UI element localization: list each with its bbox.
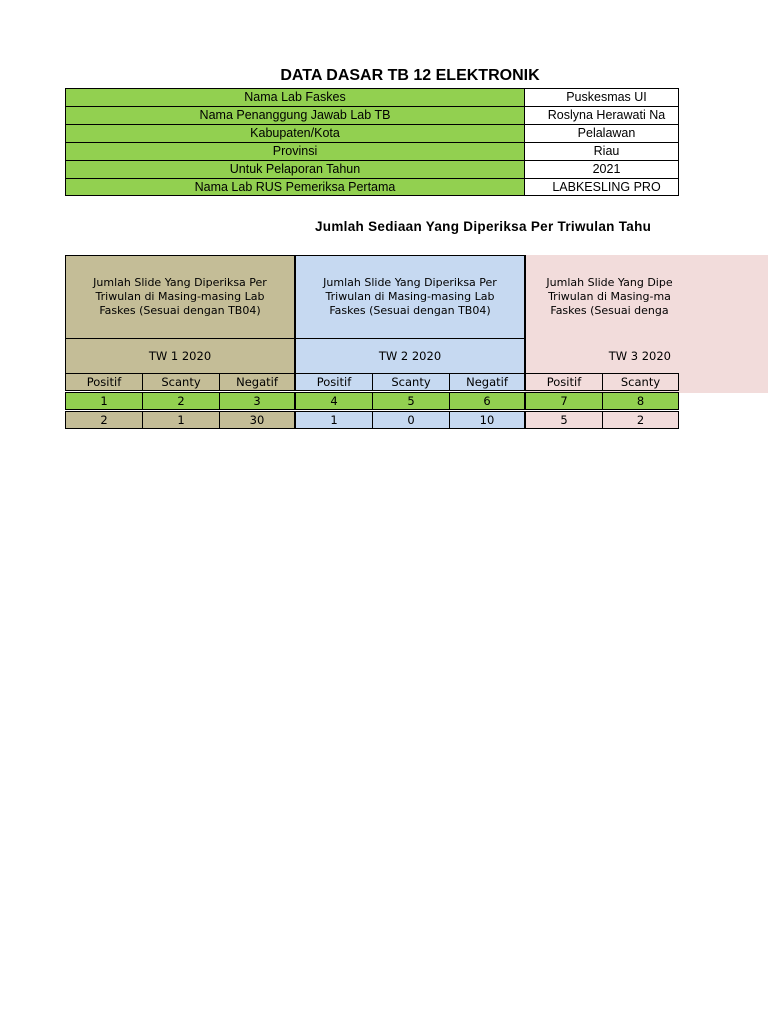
info-row: [65, 88, 768, 106]
index-cell: 7: [525, 392, 602, 410]
column-header: Negatif: [219, 373, 295, 391]
column-header: Positif: [65, 373, 142, 391]
group-header: Jumlah Slide Yang Diperiksa Per Triwulan di Masing-masing Lab Faskes (Sesuai dengan TB04): [65, 255, 295, 339]
value-row: [295, 411, 525, 429]
document-title: DATA DASAR TB 12 ELEKTRONIK: [280, 67, 540, 84]
value-row: [65, 411, 295, 429]
column-header: Positif: [525, 373, 602, 391]
info-table: [65, 88, 768, 196]
index-row: [295, 392, 525, 410]
page-clip: [679, 200, 768, 250]
group-tw2: [295, 255, 525, 373]
period-label: TW 2 2020: [295, 339, 525, 373]
index-cell: 5: [372, 392, 449, 410]
value-cell: 5: [525, 411, 602, 429]
group-header: Jumlah Slide Yang Diperiksa Per Triwulan di Masing-masing Lab Faskes (Sesuai dengan TB04): [295, 255, 525, 339]
info-row: [65, 160, 768, 178]
column-header-row: [65, 373, 295, 391]
info-label: Provinsi: [65, 142, 525, 160]
index-cell: 4: [295, 392, 372, 410]
value-cell: 1: [295, 411, 372, 429]
group-header: Jumlah Slide Yang Dipe Triwulan di Masing-ma Faskes (Sesuai denga: [525, 255, 679, 339]
value-cell: 2: [602, 411, 679, 429]
info-label: Nama Penanggung Jawab Lab TB: [65, 106, 525, 124]
page-clip: [679, 88, 768, 199]
period-label: TW 3 2020: [525, 339, 679, 373]
info-label: Untuk Pelaporan Tahun: [65, 160, 525, 178]
data-table: [65, 255, 768, 430]
index-cell: 2: [142, 392, 219, 410]
info-value: Riau: [525, 142, 679, 160]
value-cell: 0: [372, 411, 449, 429]
info-label: Kabupaten/Kota: [65, 124, 525, 142]
group-tw1: [65, 255, 295, 373]
value-cell: 10: [449, 411, 525, 429]
info-row: [65, 124, 768, 142]
value-cell: 30: [219, 411, 295, 429]
index-cell: 1: [65, 392, 142, 410]
index-cell: 8: [602, 392, 679, 410]
info-value: Pelalawan: [525, 124, 679, 142]
column-header: Scanty: [142, 373, 219, 391]
info-row: [65, 142, 768, 160]
info-value: Roslyna Herawati Na: [525, 106, 679, 124]
info-label: Nama Lab Faskes: [65, 88, 525, 106]
value-cell: 1: [142, 411, 219, 429]
column-header: Scanty: [602, 373, 679, 391]
period-label: TW 1 2020: [65, 339, 295, 373]
info-value: Puskesmas UI: [525, 88, 679, 106]
info-value: 2021: [525, 160, 679, 178]
column-header-row: [525, 373, 679, 391]
index-row: [65, 392, 295, 410]
info-row: [65, 106, 768, 124]
section-subtitle: Jumlah Sediaan Yang Diperiksa Per Triwulan Tahu: [315, 219, 652, 234]
index-cell: 6: [449, 392, 525, 410]
info-row: [65, 178, 768, 196]
value-cell: 2: [65, 411, 142, 429]
column-header: Negatif: [449, 373, 525, 391]
column-header-row: [295, 373, 525, 391]
info-label: Nama Lab RUS Pemeriksa Pertama: [65, 178, 525, 196]
column-header: Positif: [295, 373, 372, 391]
index-cell: 3: [219, 392, 295, 410]
value-row: [525, 411, 679, 429]
info-value: LABKESLING PRO: [525, 178, 679, 196]
column-header: Scanty: [372, 373, 449, 391]
index-row: [525, 392, 679, 410]
